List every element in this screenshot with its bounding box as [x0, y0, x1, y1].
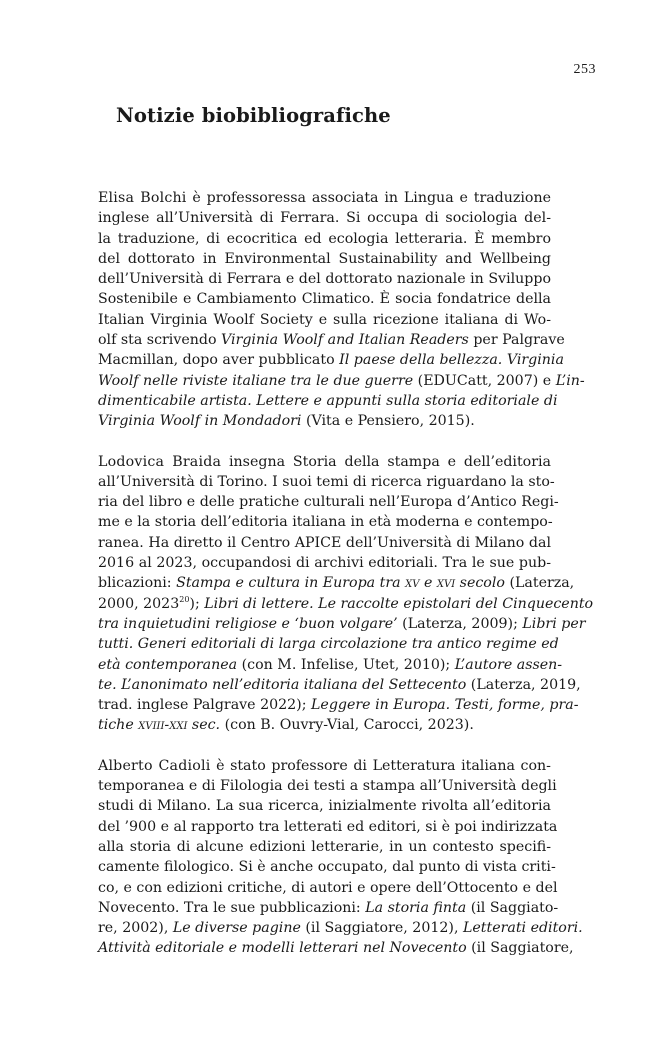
text-line: co, e con edizioni critiche, di autori e opere dell’Ottocento e del: [98, 879, 558, 896]
book-title: te. L’anonimato nell’editoria italiana del Settecento: [98, 676, 467, 693]
book-title: tutti. Generi editoriali di larga circolazione tra antico regime ed: [98, 636, 559, 653]
text-line: Virginia Woolf in Mondadori (Vita e Pensiero, 2015).: [98, 413, 475, 430]
author-name: Alberto Cadioli: [98, 757, 211, 774]
text-line: inglese all’Università di Ferrara. Si occupa di sociologia del-: [98, 210, 551, 227]
section-title: Notizie biobibliografiche: [116, 104, 391, 127]
book-title: Stampa e cultura in Europa tra: [176, 575, 406, 592]
book-title: Libri per: [522, 615, 586, 632]
author-name: Lodovica Braida: [98, 453, 222, 470]
text-line: alla storia di alcune edizioni letterarie, in un contesto specifi-: [98, 838, 551, 855]
text-line: [98, 634, 559, 654]
text-line: tiche xviii-xxi sec. (con B. Ouvry-Vial, Carocci, 2023).: [98, 717, 474, 734]
bio-entry-bolchi: [98, 188, 585, 432]
book-title: tiche: [98, 717, 139, 734]
book-title: Il paese della bellezza. Virginia: [339, 352, 564, 369]
text-line: Attività editoriale e modelli letterari nel Novecento (il Saggiatore,: [98, 940, 574, 957]
book-title: Virginia Woolf in Mondadori: [98, 413, 302, 430]
text-line: Lodovica Braida insegna Storia della stampa e dell’editoria: [98, 453, 551, 470]
book-title: tra inquietudini religiose e ‘buon volgare’: [98, 615, 398, 632]
book-title: età contemporanea: [98, 656, 238, 673]
text-line: camente filologico. Si è anche occupato, dal punto di vista criti-: [98, 859, 556, 876]
text-line: la traduzione, di ecocritica ed ecologia letteraria. È membro: [98, 230, 551, 247]
text-line: trad. inglese Palgrave 2022); Leggere in Europa. Testi, forme, pra-: [98, 697, 579, 714]
book-title: Attività editoriale e modelli letterari nel Novecento: [98, 940, 467, 957]
text-line: temporanea e di Filologia dei testi a stampa all’Università degli: [98, 778, 557, 795]
book-title: Virginia Woolf and Italian Readers: [221, 332, 469, 349]
text-line: Alberto Cadioli è stato professore di Letteratura italiana con-: [98, 757, 551, 774]
book-title: La storia finta: [365, 899, 467, 916]
book-title: L’autore assen-: [454, 656, 563, 673]
text-line: Woolf nelle riviste italiane tra le due guerre (EDUCatt, 2007) e L’in-: [98, 372, 585, 389]
text-line: tra inquietudini religiose e ‘buon volgare’ (Laterza, 2009); Libri per: [98, 615, 586, 632]
text-line: ranea. Ha diretto il Centro APICE dell’Università di Milano dal: [98, 534, 551, 551]
text-line: 2000, 2023$^{20}$); Libri di lettere. Le raccolte epistolari del Cinquecento: [98, 594, 594, 612]
text-line: all’Università di Torino. I suoi temi di ricerca riguardano la sto-: [98, 473, 555, 490]
text-line: del ’900 e al rapporto tra letterati ed editori, si è poi indirizzata: [98, 818, 558, 835]
page-number: 253: [573, 62, 596, 77]
text-line: Macmillan, dopo aver pubblicato Il paese della bellezza. Virginia: [98, 352, 564, 369]
book-title: L’in-: [555, 372, 585, 389]
bio-entries: [98, 188, 594, 979]
text-line: [98, 391, 558, 411]
book-title: Le diverse pagine: [172, 920, 301, 937]
footnote-marker: 20: [179, 594, 190, 604]
text-line: Novecento. Tra le sue pubblicazioni: La storia finta (il Saggiato-: [98, 899, 559, 916]
author-name: Elisa Bolchi: [98, 190, 187, 206]
text-line: studi di Milano. La sua ricerca, inizialmente rivolta all’editoria: [98, 798, 551, 815]
text-line: età contemporanea (con M. Infelise, Utet, 2010); L’autore assen-: [98, 656, 563, 673]
text-line: olf sta scrivendo Virginia Woolf and Italian Readers per Palgrave: [98, 332, 565, 349]
text-line: re, 2002), Le diverse pagine (il Saggiatore, 2012), Letterati editori.: [98, 920, 583, 937]
text-line: Sostenibile e Cambiamento Climatico. È socia fondatrice della: [98, 291, 551, 308]
book-title: Woolf nelle riviste italiane tra le due guerre: [98, 372, 414, 389]
text-line: 2016 al 2023, occupandosi di archivi editoriali. Tra le sue pub-: [98, 555, 551, 572]
book-title: dimenticabile artista. Lettere e appunti sulla storia editoriale di: [98, 392, 558, 409]
bio-entry-braida: [98, 452, 594, 736]
text-line: dell’Università di Ferrara e del dottorato nazionale in Sviluppo: [98, 271, 551, 288]
text-line: blicazioni: Stampa e cultura in Europa tra xv e xvi secolo (Laterza,: [98, 575, 575, 592]
text-line: ria del libro e delle pratiche culturali nell’Europa d’Antico Regi-: [98, 494, 559, 511]
text-line: Italian Virginia Woolf Society e sulla ricezione italiana di Wo-: [98, 311, 551, 328]
book-title: Letterati editori.: [462, 920, 583, 937]
text-line: te. L’anonimato nell’editoria italiana del Settecento (Laterza, 2019,: [98, 676, 581, 693]
text-line: me e la storia dell’editoria italiana in età moderna e contempo-: [98, 514, 553, 531]
bio-entry-cadioli: [98, 756, 583, 959]
book-title: Libri di lettere. Le raccolte epistolari del Cinquecento: [204, 595, 594, 612]
text-line: del dottorato in Environmental Sustainability and Wellbeing: [98, 250, 551, 267]
text-line: Elisa Bolchi è professoressa associata in Lingua e traduzione: [98, 190, 551, 206]
book-title: Leggere in Europa. Testi, forme, pra-: [311, 697, 579, 714]
